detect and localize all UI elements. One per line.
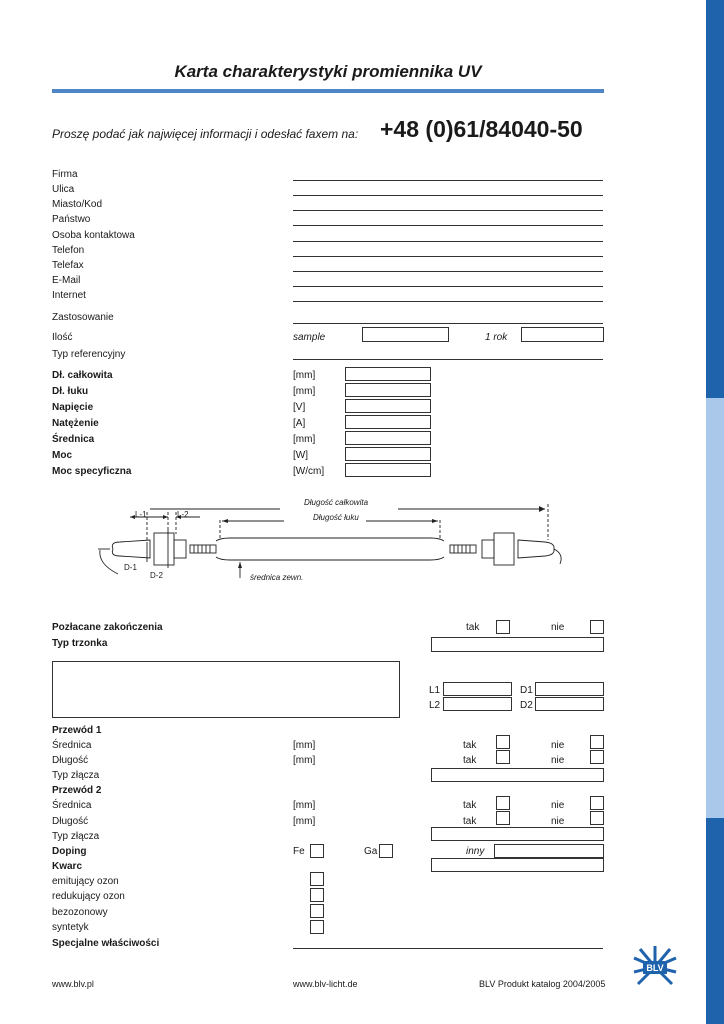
quartz-reducing-checkbox[interactable] [310,888,324,902]
doping-other-label: inny [466,846,485,857]
spec-unit-srednica: [mm] [293,434,316,445]
title-rule [52,89,604,93]
wire2-length-nie-label: nie [551,816,565,827]
quartz-ozonefree-checkbox[interactable] [310,904,324,918]
field-label-ulica: Ulica [52,184,75,195]
l2-input[interactable] [443,697,512,711]
d2-label: D2 [520,700,533,711]
wire2-title: Przewód 2 [52,785,102,796]
field-line-email[interactable] [293,286,603,287]
spec-input-natezenie[interactable] [345,415,431,429]
field-label-osoba: Osoba kontaktowa [52,230,135,241]
spec-input-srednica[interactable] [345,431,431,445]
wire1-length-unit: [mm] [293,755,316,766]
spec-label-napiecie: Napięcie [52,402,94,413]
wire2-length-tak-checkbox[interactable] [496,811,510,825]
ilosc-label: Ilość [52,332,73,343]
field-label-panstwo: Państwo [52,214,91,225]
d1-label: D1 [520,685,533,696]
zastosowanie-line[interactable] [293,323,603,324]
wire2-diameter-tak-label: tak [463,800,477,811]
wire1-diameter-nie-label: nie [551,740,565,751]
wire2-length-label: Długość [52,816,89,827]
typ-ref-line[interactable] [293,359,603,360]
wire2-length-unit: [mm] [293,816,316,827]
wire2-diameter-unit: [mm] [293,800,316,811]
spec-input-dl-calkowita[interactable] [345,367,431,381]
side-bar-middle [706,398,724,818]
blv-logo-text: BLV [646,963,664,973]
doping-other-input[interactable] [494,844,604,858]
gold-ends-nie-checkbox[interactable] [590,620,604,634]
diagram-l2: L-2 [177,510,189,519]
field-label-miasto: Miasto/Kod [52,199,103,210]
doping-ga-label: Ga [364,846,378,857]
spec-unit-natezenie: [A] [293,418,306,429]
wire1-title: Przewód 1 [52,725,102,736]
spec-label-dl-calkowita: Dł. całkowita [52,370,113,381]
fax-number: +48 (0)61/84040-50 [380,116,583,142]
diagram-arc-length: Długość łuku [313,513,359,522]
sample-label: sample [293,332,326,343]
gold-ends-tak-label: tak [466,622,480,633]
l2-label: L2 [429,700,441,711]
spec-label-dl-luku: Dł. łuku [52,386,89,397]
spec-unit-moc-specyficzna: [W/cm] [293,466,325,477]
special-label: Specjalne właściwości [52,938,160,949]
footer-left[interactable]: www.blv.pl [52,979,94,989]
spec-unit-moc: [W] [293,450,308,461]
side-bar-top [706,0,724,398]
wire2-length-tak-label: tak [463,816,477,827]
zastosowanie-label: Zastosowanie [52,312,114,323]
field-line-osoba[interactable] [293,241,603,242]
notes-box[interactable] [52,661,400,718]
side-bar-bottom [706,818,724,1024]
field-line-miasto[interactable] [293,210,603,211]
wire1-length-nie-label: nie [551,755,565,766]
rok-label: 1 rok [485,332,508,343]
field-label-email: E-Mail [52,275,81,286]
gold-ends-tak-checkbox[interactable] [496,620,510,634]
d2-input[interactable] [535,697,604,711]
field-line-internet[interactable] [293,301,603,302]
base-type-input[interactable] [431,637,604,652]
field-label-telefon: Telefon [52,245,85,256]
quartz-label: Kwarc [52,861,83,872]
footer-center[interactable]: www.blv-licht.de [293,979,358,989]
wire1-connector-label: Typ złącza [52,770,100,781]
blv-logo-icon [632,944,678,990]
diagram-d2: D-2 [150,571,163,580]
typ-ref-label: Typ referencyjny [52,349,126,360]
gold-ends-label: Pozłacane zakończenia [52,622,163,633]
quartz-ozone-checkbox[interactable] [310,872,324,886]
wire1-diameter-tak-checkbox[interactable] [496,735,510,749]
field-label-firma: Firma [52,169,78,180]
diagram-total-length: Długość całkowita [304,498,369,507]
spec-input-moc[interactable] [345,447,431,461]
wire1-length-tak-label: tak [463,755,477,766]
wire1-diameter-nie-checkbox[interactable] [590,735,604,749]
spec-unit-dl-calkowita: [mm] [293,370,316,381]
wire2-connector-label: Typ złącza [52,831,100,842]
quartz-option-ozonefree: bezozonowy [52,907,108,918]
wire1-length-tak-checkbox[interactable] [496,750,510,764]
diagram-d1: D-1 [124,563,137,572]
wire2-diameter-label: Średnica [52,800,92,811]
wire1-diameter-tak-label: tak [463,740,477,751]
doping-label: Doping [52,846,87,857]
spec-input-dl-luku[interactable] [345,383,431,397]
d1-input[interactable] [535,682,604,696]
wire2-diameter-tak-checkbox[interactable] [496,796,510,810]
wire1-diameter-unit: [mm] [293,740,316,751]
spec-unit-dl-luku: [mm] [293,386,316,397]
field-line-panstwo[interactable] [293,225,603,226]
diagram-outer-diameter: średnica zewn. [250,573,304,582]
quartz-synthetic-checkbox[interactable] [310,920,324,934]
field-line-ulica[interactable] [293,195,603,196]
spec-unit-napiecie: [V] [293,402,306,413]
wire1-diameter-label: Średnica [52,740,92,751]
doping-ga-checkbox[interactable] [379,844,393,858]
l1-label: L1 [429,685,441,696]
wire2-length-nie-checkbox[interactable] [590,811,604,825]
l1-input[interactable] [443,682,512,696]
gold-ends-nie-label: nie [551,622,565,633]
quartz-option-reducing: redukujący ozon [52,891,125,902]
wire1-length-nie-checkbox[interactable] [590,750,604,764]
wire2-diameter-nie-checkbox[interactable] [590,796,604,810]
field-line-telefax[interactable] [293,271,603,272]
field-line-firma[interactable] [293,180,603,181]
special-line[interactable] [293,948,603,949]
fax-label: Proszę podać jak najwięcej informacji i odesłać faxem na: [52,127,359,141]
rok-input[interactable] [521,327,604,342]
sample-input[interactable] [362,327,449,342]
base-type-label: Typ trzonka [52,638,108,649]
wire2-connector-input[interactable] [431,827,604,841]
quartz-input[interactable] [431,858,604,872]
diagram-l1: L-1 [135,510,147,519]
field-label-telefax: Telefax [52,260,84,271]
field-line-telefon[interactable] [293,256,603,257]
spec-input-napiecie[interactable] [345,399,431,413]
footer-right: BLV Produkt katalog 2004/2005 [479,979,606,989]
doping-fe-label: Fe [293,846,305,857]
field-label-internet: Internet [52,290,86,301]
lamp-diagram [90,492,580,592]
spec-label-moc-specyficzna: Moc specyficzna [52,466,132,477]
spec-input-moc-specyficzna[interactable] [345,463,431,477]
spec-label-srednica: Średnica [52,434,95,445]
spec-label-natezenie: Natężenie [52,418,99,429]
wire2-diameter-nie-label: nie [551,800,565,811]
quartz-option-ozone: emitujący ozon [52,876,119,887]
wire1-connector-input[interactable] [431,768,604,782]
quartz-option-synthetic: syntetyk [52,922,89,933]
page-title: Karta charakterystyki promiennika UV [174,62,482,81]
wire1-length-label: Długość [52,755,89,766]
doping-fe-checkbox[interactable] [310,844,324,858]
spec-label-moc: Moc [52,450,72,461]
